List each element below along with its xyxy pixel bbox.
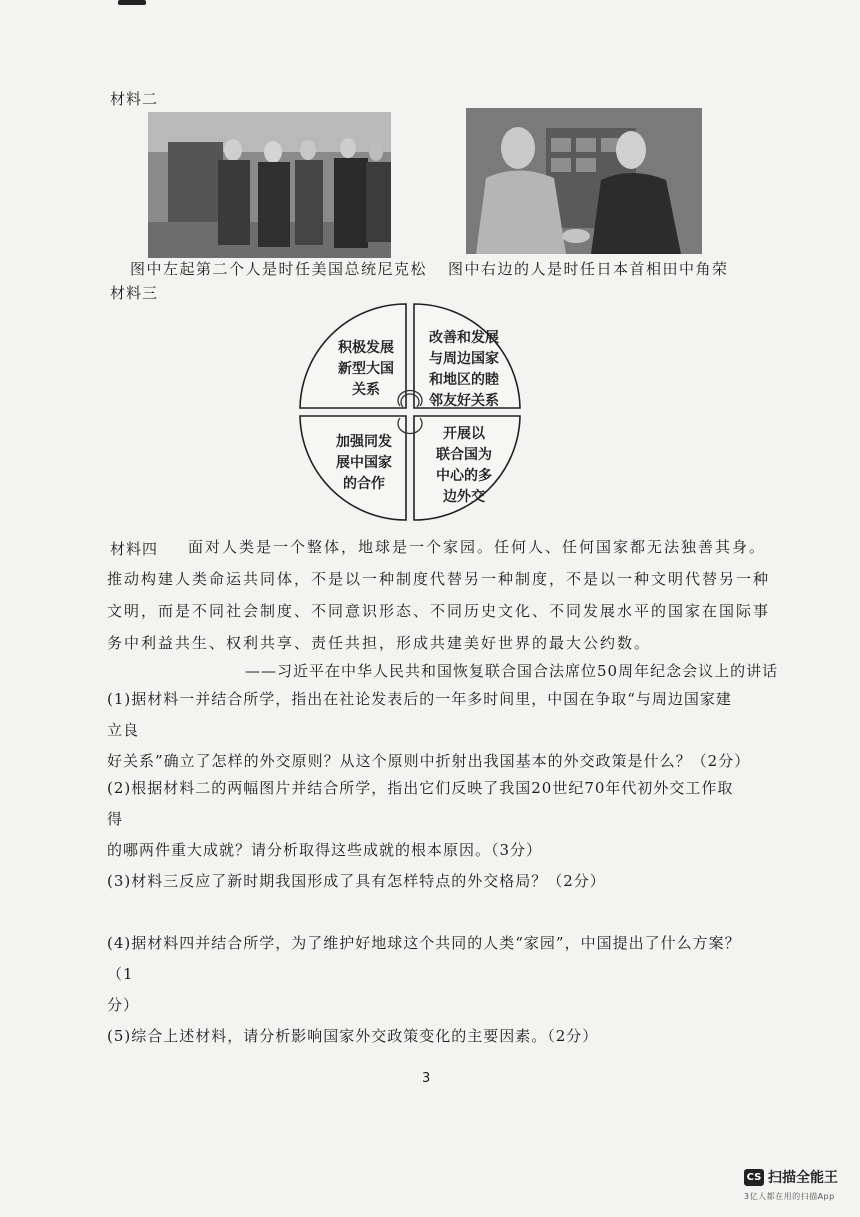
question-4: (4)据材料四并结合所学，为了维护好地球这个共同的人类“家园”，中国提出了什么方案？（1 分） — [107, 934, 741, 1014]
caption-left: 图中左起第二个人是时任美国总统尼克松 — [130, 260, 428, 278]
question-5: (5)综合上述材料，请分析影响国家外交政策变化的主要因素。（2分） — [107, 1027, 599, 1045]
page-number: 3 — [422, 1071, 431, 1086]
diplomacy-pie-diagram — [296, 302, 524, 522]
material-4-line-3: 文明，而是不同社会制度、不同意识形态、不同历史文化、不同发展水平的国家在国际事 — [107, 602, 771, 620]
material-4-line-1: 面对人类是一个整体，地球是一个家园。任何人、任何国家都无法独善其身。 — [188, 538, 767, 556]
photo-nixon — [148, 112, 391, 258]
camscanner-tagline: 3亿人都在用的扫描App — [744, 1192, 835, 1201]
quadrant-major-powers: 积极发展 新型大国 关系 — [338, 340, 394, 398]
material-2-label: 材料二 — [110, 90, 159, 108]
material-4-line-2: 推动构建人类命运共同体，不是以一种制度代替另一种制度，不是以一种文明代替另一种 — [107, 570, 771, 588]
question-1: (1)据材料一并结合所学，指出在社论发表后的一年多时间里，中国在争取“与周边国家建立良 好关系”确立了怎样的外交原则？从这个原则中折射出我国基本的外交政策是什么？（2分） — [107, 690, 751, 770]
question-3: (3)材料三反应了新时期我国形成了具有怎样特点的外交格局？（2分） — [107, 872, 606, 890]
material-4-line-4: 务中利益共生、权利共享、责任共担，形成共建美好世界的最大公约数。 — [107, 634, 652, 652]
material-4-label: 材料四 — [110, 540, 159, 558]
question-2: (2)根据材料二的两幅图片并结合所学，指出它们反映了我国20世纪70年代初外交工作取得 的哪两件重大成就？请分析取得这些成就的根本原因。（3分） — [107, 779, 734, 859]
quadrant-multilateral: 开展以 联合国为 中心的多 边外交 — [436, 426, 492, 505]
caption-right: 图中右边的人是时任日本首相田中角荣 — [448, 260, 729, 278]
camscanner-name: 扫描全能王 — [768, 1170, 838, 1186]
scan-mark — [118, 0, 146, 5]
photo-tanaka — [466, 108, 702, 254]
camscanner-logo-icon: CS — [744, 1169, 764, 1186]
quadrant-developing-countries: 加强同发 展中国家 的合作 — [336, 434, 392, 492]
material-4-source: ——习近平在中华人民共和国恢复联合国合法席位50周年纪念会议上的讲话 — [245, 662, 779, 680]
quadrant-neighbors: 改善和发展 与周边国家 和地区的睦 邻友好关系 — [429, 330, 499, 409]
material-3-label: 材料三 — [110, 284, 159, 302]
